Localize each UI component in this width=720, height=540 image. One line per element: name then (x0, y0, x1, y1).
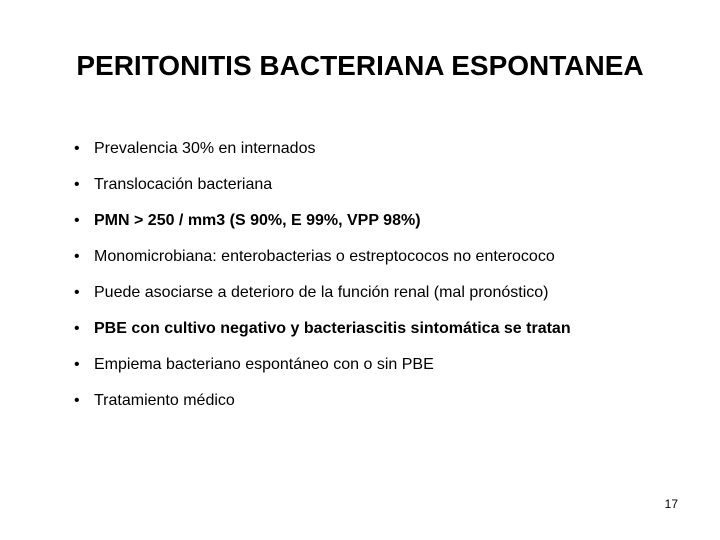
bullet-marker: • (74, 140, 80, 157)
bullet-marker: • (74, 284, 80, 301)
bullet-marker: • (74, 356, 80, 373)
bullet-text: Translocación bacteriana (94, 176, 273, 193)
bullet-marker: • (74, 320, 80, 337)
bullet-item (74, 246, 694, 268)
bullet-item (74, 390, 694, 412)
bullet-text: Prevalencia 30% en internados (94, 140, 316, 157)
page-number: 17 (664, 497, 678, 511)
bullet-text: PMN > 250 / mm3 (S 90%, E 99%, VPP 98%) (94, 212, 421, 229)
bullet-item (74, 282, 694, 304)
bullet-text: Monomicrobiana: enterobacterias o estreptococos no enterococo (94, 248, 555, 265)
bullet-list (74, 138, 694, 426)
bullet-marker: • (74, 392, 80, 409)
bullet-marker: • (74, 176, 80, 193)
slide-title: PERITONITIS BACTERIANA ESPONTANEA (76, 50, 644, 81)
bullet-marker: • (74, 248, 80, 265)
bullet-item (74, 318, 694, 340)
bullet-text: PBE con cultivo negativo y bacteriascitis sintomática se tratan (94, 320, 571, 337)
bullet-item (74, 138, 694, 160)
bullet-text: Puede asociarse a deterioro de la función renal (mal pronóstico) (94, 284, 549, 301)
bullet-text: Empiema bacteriano espontáneo con o sin PBE (94, 356, 434, 373)
bullet-item (74, 174, 694, 196)
bullet-item (74, 354, 694, 376)
bullet-item (74, 210, 694, 232)
bullet-marker: • (74, 212, 80, 229)
bullet-text: Tratamiento médico (94, 392, 235, 409)
